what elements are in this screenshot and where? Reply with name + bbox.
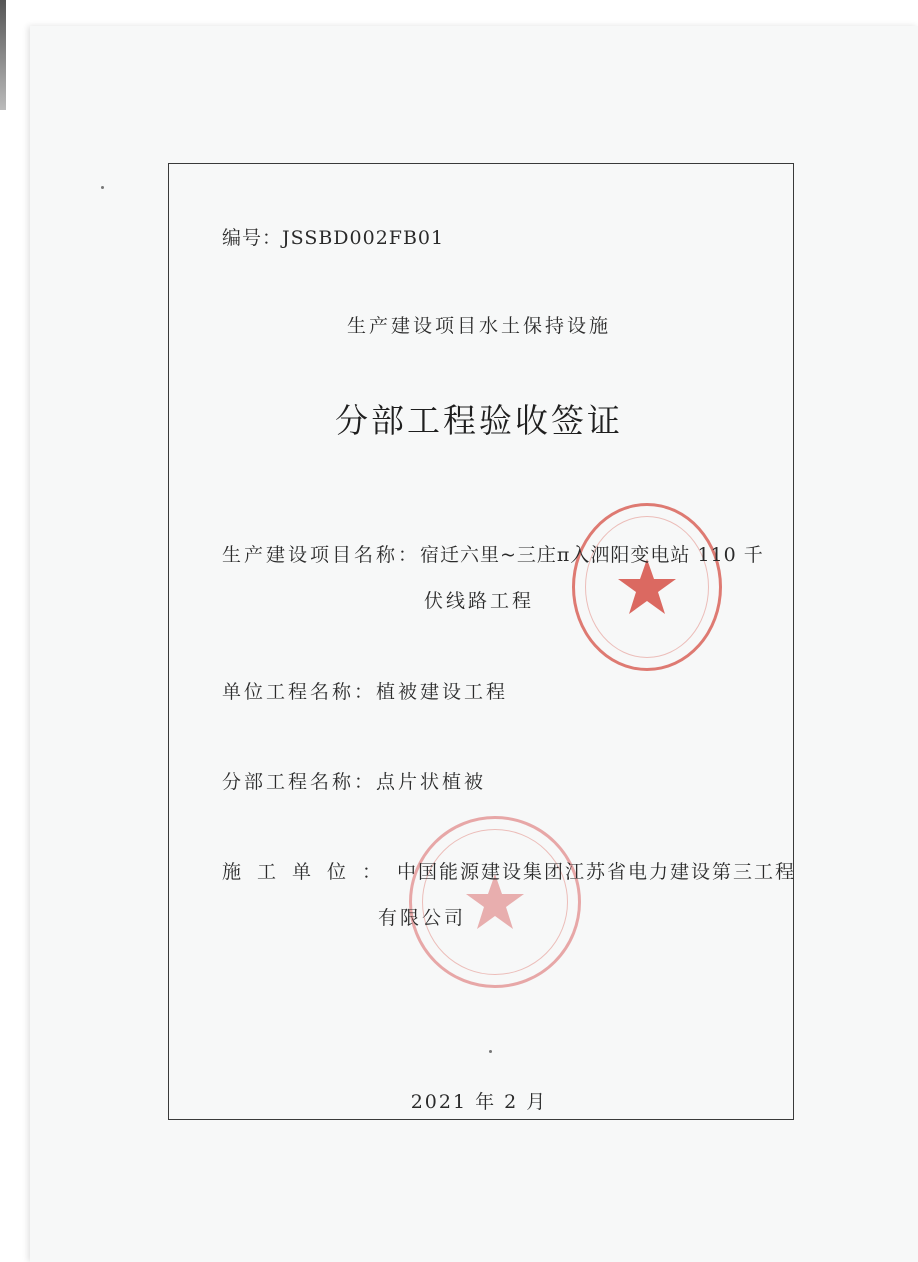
project-name-value: 宿迁六里~三庄π入泗阳变电站 110 千 <box>420 544 764 566</box>
document-number-value: JSSBD002FB01 <box>282 227 445 249</box>
document-number-label: 编号： <box>222 227 283 249</box>
document-number <box>222 223 444 250</box>
document-date: 2021 年 2 月 <box>410 1091 548 1113</box>
unit-project-label: 单位工程名称： <box>222 681 377 703</box>
project-name-row <box>222 540 764 567</box>
contractor-value-continued: 有限公司 <box>378 907 467 929</box>
document-subtitle: 生产建设项目水土保持设施 <box>346 315 611 337</box>
subproject-row <box>222 767 486 794</box>
scan-left-margin <box>0 26 30 1262</box>
contractor-label: 施工单位： <box>222 861 398 883</box>
company-seal-lower <box>409 816 581 988</box>
unit-project-row <box>222 677 508 704</box>
unit-project-value: 植被建设工程 <box>376 681 509 703</box>
document-title: 分部工程验收签证 <box>335 401 623 440</box>
company-seal-upper <box>572 503 722 671</box>
subproject-value: 点片状植被 <box>376 771 487 793</box>
project-name-value-continued: 伏线路工程 <box>424 590 535 612</box>
contractor-row <box>222 857 796 884</box>
scan-top-margin <box>0 0 918 26</box>
project-name-label: 生产建设项目名称： <box>222 544 421 566</box>
subproject-label: 分部工程名称： <box>222 771 377 793</box>
contractor-value: 中国能源建设集团江苏省电力建设第三工程 <box>397 861 797 883</box>
scan-speck <box>101 186 104 189</box>
scan-shadow <box>0 0 6 110</box>
